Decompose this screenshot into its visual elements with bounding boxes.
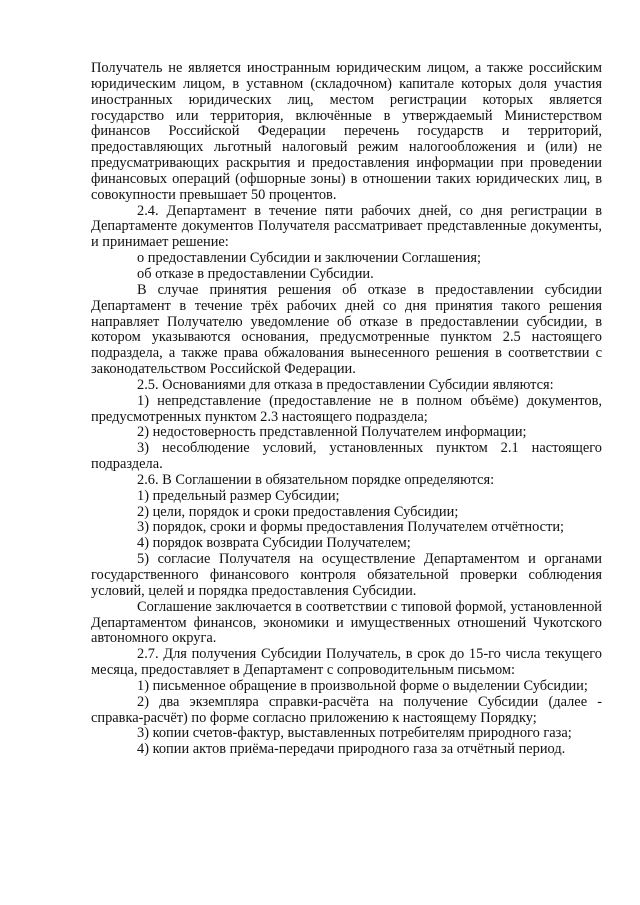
paragraph-decision-grant: о предоставлении Субсидии и заключении Соглашения; <box>137 250 481 267</box>
list-item-2-6-4: 4) порядок возврата Субсидии Получателем; <box>137 535 411 552</box>
list-item-2-6-3: 3) порядок, сроки и формы предоставления Получателем отчётности; <box>137 519 565 536</box>
document-page <box>91 61 602 758</box>
list-item-2-7-2: 2) два экземпляра справки-расчёта на получение Субсидии (далее - справка-расчёт) по форме согласно приложению к настоящему Порядку; <box>91 693 602 726</box>
paragraph-agreement-form: Соглашение заключается в соответствии с типовой формой, установленной Департаментом финансов, экономики и имущественных отношений Чукотского автономного округа. <box>91 598 602 647</box>
list-item-2-5-2: 2) недостоверность представленной Получателем информации; <box>137 424 527 441</box>
list-item-2-6-5: 5) согласие Получателя на осуществление Департаментом и органами государственного финансового контроля обязательной проверки соблюдения условий, целей и порядка предоставления Субсидии. <box>91 551 602 599</box>
paragraph-2-6: 2.6. В Соглашении в обязательном порядке определяются: <box>137 471 495 488</box>
paragraph-foreign-entity-condition: Получатель не является иностранным юридическим лицом, а также российским юридическим лицом, в уставном (складочном) капитале которых доля участия иностранных юридических лиц, местом регистрации которых является государство или территория, включённые в утверждаемый Министерством финансов Российской Федерации перечень государств и территорий, предоставляющих льготный налоговый режим налогообложения и (или) не предусматривающих раскрытия и предоставления информации при проведении финансовых операций (офшорные зоны) в отношении таких юридических лиц, в совокупности превышает 50 процентов. <box>91 60 602 203</box>
paragraph-2-5: 2.5. Основаниями для отказа в предоставлении Субсидии являются: <box>137 376 554 393</box>
list-item-2-7-1: 1) письменное обращение в произвольной форме о выделении Субсидии; <box>137 677 588 694</box>
list-item-2-6-1: 1) предельный размер Субсидии; <box>137 487 340 504</box>
list-item-2-5-1: 1) непредставление (предоставление не в полном объёме) документов, предусмотренных пунктом 2.3 настоящего подраздела; <box>91 392 602 425</box>
paragraph-2-7: 2.7. Для получения Субсидии Получатель, в срок до 15-го числа текущего месяца, предоставляет в Департамент с сопроводительным письмом: <box>91 646 602 679</box>
list-item-2-5-3: 3) несоблюдение условий, установленных пунктом 2.1 настоящего подраздела. <box>91 440 602 473</box>
paragraph-refusal-notice: В случае принятия решения об отказе в предоставлении субсидии Департамент в течение трёх рабочих дней со дня принятия такого решения направляет Получателю уведомление об отказе в предоставлении субсидии, в котором указываются основания, предусмотренные пунктом 2.5 настоящего подраздела, а также права обжалования вынесенного решения в соответствии с законодательством Российской Федерации. <box>91 281 602 378</box>
paragraph-2-4: 2.4. Департамент в течение пяти рабочих дней, со дня регистрации в Департаменте документов Получателя рассматривает представленные документы, и принимает решение: <box>91 202 602 251</box>
list-item-2-6-2: 2) цели, порядок и сроки предоставления Субсидии; <box>137 503 459 520</box>
paragraph-decision-refuse: об отказе в предоставлении Субсидии. <box>137 265 374 282</box>
list-item-2-7-3: 3) копии счетов-фактур, выставленных потребителям природного газа; <box>137 725 572 742</box>
list-item-2-7-4: 4) копии актов приёма-передачи природного газа за отчётный период. <box>137 741 566 758</box>
